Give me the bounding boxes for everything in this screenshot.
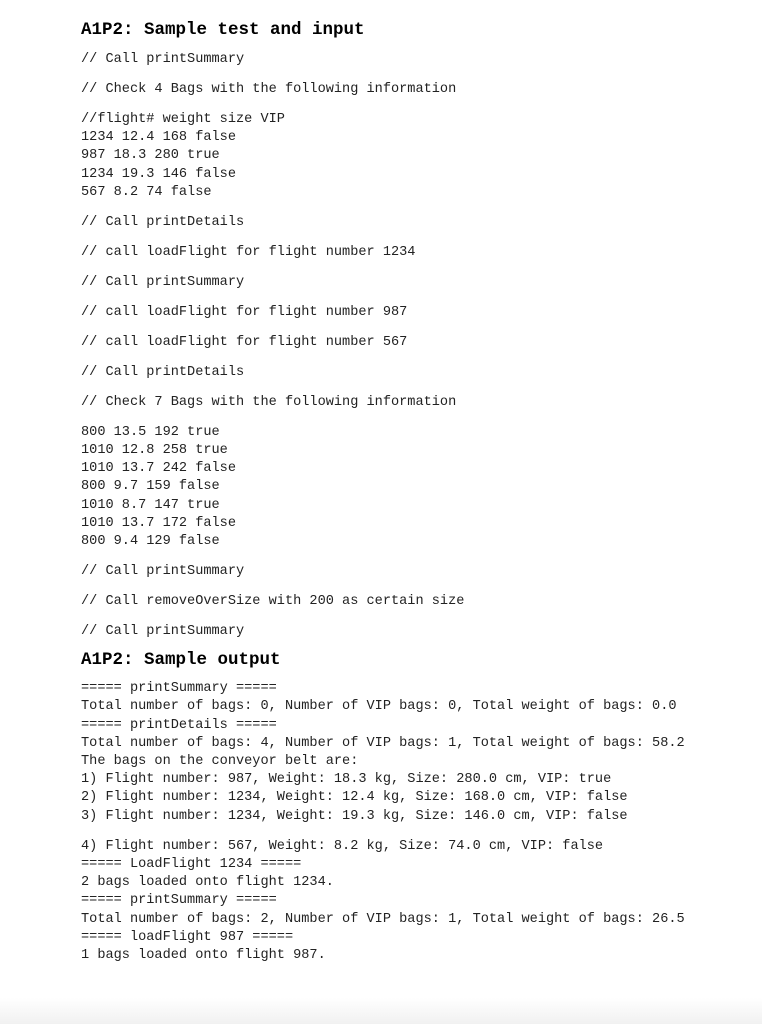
output-line: 4) Flight number: 567, Weight: 8.2 kg, Size: 74.0 cm, VIP: false bbox=[81, 838, 604, 854]
document-page bbox=[81, 18, 751, 965]
bag-data-row: 987 18.3 280 true bbox=[81, 148, 220, 164]
comment-line: // Check 4 Bags with the following information bbox=[81, 82, 457, 97]
output-line: 2 bags loaded onto flight 1234. bbox=[81, 875, 334, 891]
comment-line: // call loadFlight for flight number 567 bbox=[81, 334, 408, 350]
output-line: ===== loadFlight 987 ===== bbox=[81, 929, 294, 945]
output-line: ===== LoadFlight 1234 ===== bbox=[81, 857, 302, 873]
comment-line: // Call printSummary bbox=[81, 564, 245, 580]
comment-line: // Call printSummary bbox=[81, 274, 245, 290]
output-line: 3) Flight number: 1234, Weight: 19.3 kg, Size: 146.0 cm, VIP: false bbox=[81, 808, 628, 824]
output-line: 1 bags loaded onto flight 987. bbox=[81, 948, 326, 964]
comment-line: // call loadFlight for flight number 1234 bbox=[81, 244, 416, 260]
bag-data-row: 1234 19.3 146 false bbox=[81, 166, 236, 182]
bag-table-header: //flight# weight size VIP bbox=[81, 112, 285, 127]
comment-line: // Check 7 Bags with the following information bbox=[81, 394, 457, 410]
bag-data-row: 1010 13.7 242 false bbox=[81, 461, 236, 477]
input-section-heading: A1P2: Sample test and input bbox=[81, 20, 365, 40]
output-line: ===== printDetails ===== bbox=[81, 717, 277, 733]
output-line: ===== printSummary ===== bbox=[81, 893, 277, 909]
bag-data-row: 1010 12.8 258 true bbox=[81, 443, 228, 459]
bag-data-row: 1010 8.7 147 true bbox=[81, 497, 220, 513]
bag-data-row: 800 9.7 159 false bbox=[81, 479, 220, 495]
comment-line: // Call printSummary bbox=[81, 624, 245, 640]
comment-line: // Call printDetails bbox=[81, 364, 245, 380]
output-line: Total number of bags: 4, Number of VIP bags: 1, Total weight of bags: 58.2 bbox=[81, 735, 685, 751]
comment-line: // call loadFlight for flight number 987 bbox=[81, 304, 408, 320]
comment-line: // Call printDetails bbox=[81, 214, 245, 230]
bag-data-row: 1234 12.4 168 false bbox=[81, 130, 236, 146]
page-bottom-edge bbox=[0, 998, 762, 1024]
output-line: Total number of bags: 0, Number of VIP bags: 0, Total weight of bags: 0.0 bbox=[81, 699, 677, 715]
output-line: 1) Flight number: 987, Weight: 18.3 kg, Size: 280.0 cm, VIP: true bbox=[81, 772, 612, 788]
output-line: ===== printSummary ===== bbox=[81, 681, 277, 697]
bag-data-row: 1010 13.7 172 false bbox=[81, 515, 236, 531]
bag-data-row: 567 8.2 74 false bbox=[81, 184, 212, 200]
bag-data-row: 800 9.4 129 false bbox=[81, 534, 220, 550]
output-line: 2) Flight number: 1234, Weight: 12.4 kg, Size: 168.0 cm, VIP: false bbox=[81, 790, 628, 806]
comment-line: // Call printSummary bbox=[81, 52, 245, 67]
comment-line: // Call removeOverSize with 200 as certain size bbox=[81, 594, 465, 610]
output-section-heading: A1P2: Sample output bbox=[81, 650, 281, 671]
bag-data-row: 800 13.5 192 true bbox=[81, 424, 220, 440]
output-line: The bags on the conveyor belt are: bbox=[81, 754, 359, 770]
output-line: Total number of bags: 2, Number of VIP bags: 1, Total weight of bags: 26.5 bbox=[81, 911, 685, 927]
